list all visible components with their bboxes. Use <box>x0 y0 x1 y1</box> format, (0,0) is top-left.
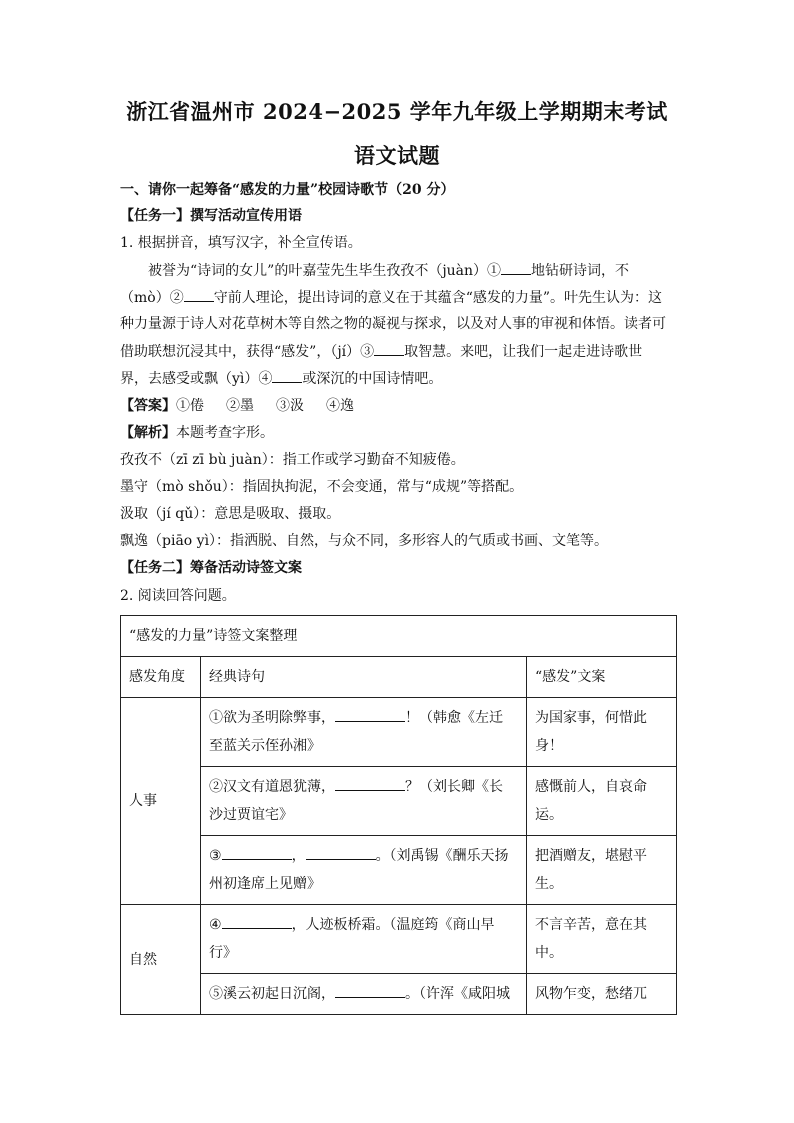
poem-text: 。（许浑《咸阳城 <box>405 986 510 1002</box>
poem-text: ，人迹板桥霜。（温庭筠《商山早 <box>291 917 495 933</box>
passage-line-2 <box>120 287 662 308</box>
poem-text: 。（刘禹锡《酬乐天扬 <box>375 848 509 864</box>
document-title: 浙江省温州市 2024−2025 学年九年级上学期期末考试 <box>126 99 668 124</box>
analysis-detail: 墨守（mò shǒu）：指固执拘泥，不会变通，常与“成规”等搭配。 <box>120 479 524 495</box>
table-header-row <box>121 657 677 698</box>
task2-heading: 【任务二】筹备活动诗签文案 <box>120 560 302 576</box>
copy-text: 中。 <box>535 945 563 961</box>
analysis-detail: 孜孜不（zī zī bù juàn）：指工作或学习勤奋不知疲倦。 <box>120 452 465 468</box>
copy-cell <box>527 905 677 974</box>
poem-blank <box>222 914 292 929</box>
copy-cell <box>527 974 677 1015</box>
task1-heading: 【任务一】撰写活动宣传用语 <box>120 208 302 224</box>
analysis-line <box>120 423 274 443</box>
poem-text: 至蓝关示侄孙湘》 <box>209 738 321 754</box>
table-row <box>121 974 677 1015</box>
passage-line-4 <box>120 341 642 362</box>
answer-item: ③汲 <box>276 398 304 414</box>
table-row <box>121 698 677 767</box>
poem-blank <box>306 845 376 860</box>
poem-cell <box>201 974 527 1015</box>
passage-text: 或深沉的中国诗情吧。 <box>302 371 443 387</box>
poem-text: ④ <box>209 917 222 933</box>
copy-text: 身！ <box>535 738 563 754</box>
table-caption: “感发的力量”诗签文案整理 <box>121 616 677 657</box>
poem-cell <box>201 698 527 767</box>
poem-text: ②汉文有道恩犹薄， <box>209 779 335 795</box>
column-header: 感发角度 <box>121 657 201 698</box>
column-header: “感发”文案 <box>527 657 677 698</box>
passage-text: 取智慧。来吧，让我们一起走进诗歌世 <box>404 344 643 360</box>
passage-line-1 <box>148 260 629 281</box>
passage-text: 守前人理论，提出诗词的意义在于其蕴含“感发的力量”。叶先生认为：这 <box>213 290 663 306</box>
table-row <box>121 905 677 974</box>
answer-item: ②墨 <box>226 398 254 414</box>
passage-text: 界，去感受或飘（yì）④ <box>120 371 273 387</box>
fill-blank-3 <box>374 341 404 356</box>
answer-label: 【答案】 <box>120 398 176 414</box>
poem-text: 行》 <box>209 945 237 961</box>
table-row <box>121 767 677 836</box>
angle-cell: 自然 <box>121 905 201 1015</box>
copy-cell <box>527 836 677 905</box>
poem-text: ？（刘长卿《长 <box>405 779 503 795</box>
question2-prompt: 2. 阅读回答问题。 <box>120 588 236 604</box>
poem-cell <box>201 836 527 905</box>
column-header: 经典诗句 <box>201 657 527 698</box>
analysis-label: 【解析】 <box>120 425 176 441</box>
copy-text: 把酒赠友，堪慰平 <box>535 848 647 864</box>
passage-text: 地钻研诗词，不 <box>531 263 630 279</box>
copy-text: 为国家事，何惜此 <box>535 710 647 726</box>
poem-cell <box>201 767 527 836</box>
poem-text: ⑤溪云初起日沉阁， <box>209 986 335 1002</box>
passage-text: （mò）② <box>120 290 184 306</box>
copy-text: 生。 <box>535 876 563 892</box>
fill-blank-1 <box>501 260 531 275</box>
copy-cell <box>527 698 677 767</box>
section-heading: 一、请你一起筹备“感发的力量”校园诗歌节（20 分） <box>120 182 455 198</box>
copy-text: 感慨前人，自哀命 <box>535 779 647 795</box>
passage-text: 被誉为“诗词的女儿”的叶嘉莹先生毕生孜孜不（juàn）① <box>148 263 502 279</box>
poem-blank <box>335 707 405 722</box>
poem-text: ！（韩愈《左迁 <box>405 710 503 726</box>
analysis-text: 本题考查字形。 <box>176 425 274 441</box>
table-caption-row <box>121 616 677 657</box>
document-subtitle: 语文试题 <box>354 143 440 168</box>
poem-blank <box>335 776 405 791</box>
poem-text: ， <box>291 848 306 864</box>
copy-text: 不言辛苦，意在其 <box>535 917 647 933</box>
copy-cell <box>527 767 677 836</box>
table-row <box>121 836 677 905</box>
passage-line-5 <box>120 368 442 389</box>
fill-blank-4 <box>272 368 302 383</box>
poem-text: ③ <box>209 848 222 864</box>
poem-blank <box>335 983 405 998</box>
poem-table <box>120 615 677 1015</box>
question1-prompt: 1. 根据拼音，填写汉字，补全宣传语。 <box>120 235 362 251</box>
poem-blank <box>222 845 292 860</box>
passage-text: 借助联想沉浸其中，获得“感发”，（jí）③ <box>120 344 375 360</box>
poem-cell <box>201 905 527 974</box>
poem-text: 沙过贾谊宅》 <box>209 807 293 823</box>
analysis-detail: 汲取（jí qǔ）：意思是吸取、摄取。 <box>120 506 341 522</box>
answer-item: ①倦 <box>176 398 204 414</box>
poem-text: ①欲为圣明除弊事， <box>209 710 335 726</box>
passage-line-3: 种力量源于诗人对花草树木等自然之物的凝视与探求，以及对人事的审视和体悟。读者可 <box>120 316 666 332</box>
angle-cell: 人事 <box>121 698 201 905</box>
analysis-detail: 飘逸（piāo yì）：指洒脱、自然，与众不同，多形容人的气质或书画、文笔等。 <box>120 533 609 549</box>
copy-text: 风物乍变，愁绪兀 <box>535 986 647 1002</box>
answer-item: ④逸 <box>326 398 354 414</box>
copy-text: 运。 <box>535 807 563 823</box>
fill-blank-2 <box>184 287 214 302</box>
answer-line <box>120 396 376 416</box>
poem-text: 州初逢席上见赠》 <box>209 876 321 892</box>
